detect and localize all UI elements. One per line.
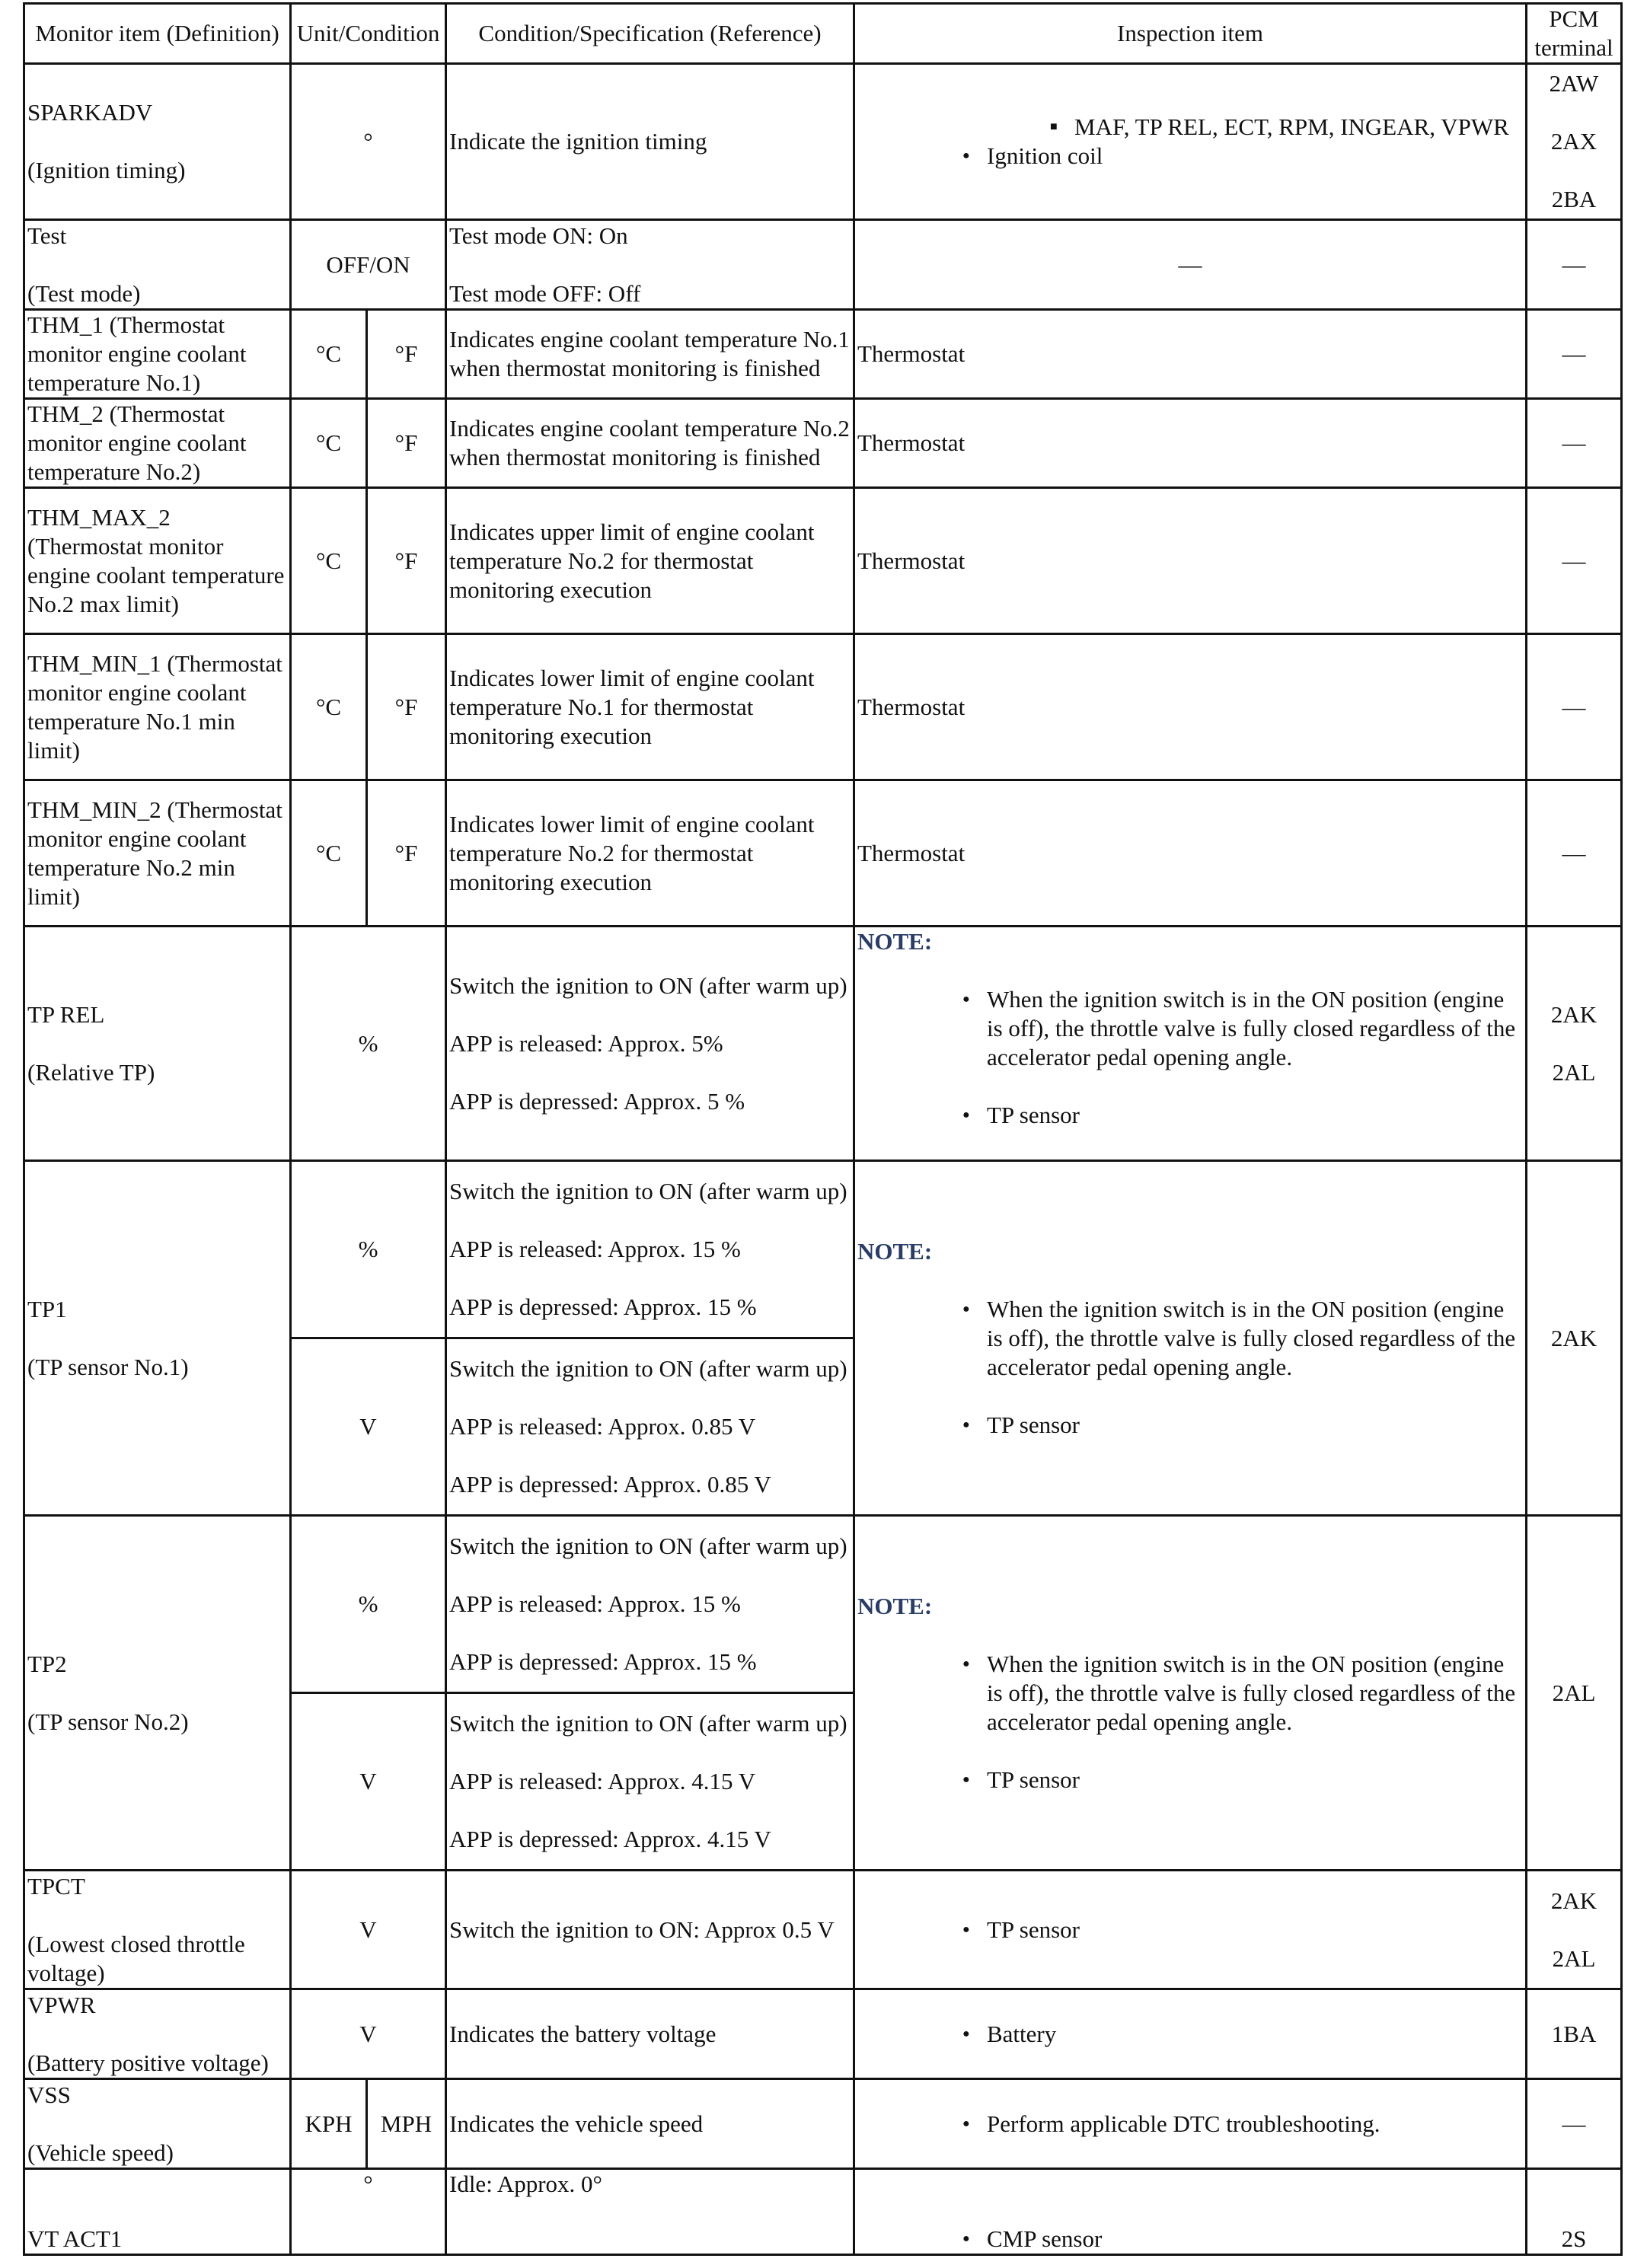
unit-f-cell: °F <box>367 488 446 634</box>
table-row <box>24 2169 1622 2255</box>
item-definition: (Test mode) <box>27 279 141 307</box>
inspection-cell <box>854 1516 1527 1871</box>
condition-cell <box>446 1161 854 1338</box>
condition-line: APP is depressed: Approx. 0.85 V <box>449 1471 771 1498</box>
pcm-terminal: 2AW <box>1549 70 1599 97</box>
pcm-cell <box>1527 927 1622 1161</box>
condition-cell: Idle: Approx. 0° <box>446 2169 854 2255</box>
condition-line: APP is released: Approx. 4.15 V <box>449 1768 756 1794</box>
condition-line: APP is released: Approx. 15 % <box>449 1590 741 1617</box>
pcm-cell: — <box>1527 310 1622 399</box>
inspection-cell <box>854 1161 1527 1516</box>
inspection-cell <box>854 927 1527 1161</box>
inspection-cell: Thermostat <box>854 488 1527 634</box>
header-row <box>24 4 1622 64</box>
unit-cell: V <box>291 1693 446 1871</box>
inspection-cell <box>854 2079 1527 2169</box>
inspection-cell: — <box>854 220 1527 310</box>
unit-cell: % <box>291 1516 446 1693</box>
condition-line: Switch the ignition to ON (after warm up) <box>449 971 847 999</box>
item-name: Test <box>27 222 67 249</box>
inspection-bullet: ● TP sensor <box>987 1916 1523 1944</box>
pcm-cell: — <box>1527 399 1622 488</box>
table-row <box>24 2079 1622 2169</box>
condition-cell: Indicates engine coolant temperature No.1 when thermostat monitoring is finished <box>446 310 854 399</box>
pcm-cell: 1BA <box>1527 1989 1622 2079</box>
unit-cell: OFF/ON <box>291 220 446 310</box>
unit-mph-cell: MPH <box>367 2079 446 2169</box>
item-definition: (Vehicle speed) <box>27 2139 174 2166</box>
inspection-bullet: ● Battery <box>987 2020 1523 2049</box>
monitor-item-cell: THM_MIN_2 (Thermostat monitor engine coolant temperature No.2 min limit) <box>24 780 291 927</box>
condition-cell <box>446 1516 854 1693</box>
unit-c-cell: °C <box>291 634 367 780</box>
pcm-cell: — <box>1527 780 1622 927</box>
pcm-terminal: 2BA <box>1551 186 1597 212</box>
condition-cell <box>446 927 854 1161</box>
pcm-cell: 2S <box>1527 2169 1622 2255</box>
inspection-cell: Thermostat <box>854 780 1527 927</box>
table-row <box>24 1161 1622 1338</box>
unit-c-cell: °C <box>291 780 367 927</box>
condition-cell <box>446 220 854 310</box>
monitor-item-cell <box>24 1871 291 1989</box>
unit-cell: V <box>291 1338 446 1516</box>
pcm-cell: 2AL <box>1527 1516 1622 1871</box>
unit-cell: % <box>291 1161 446 1338</box>
monitor-item-cell <box>24 2079 291 2169</box>
inspection-cell <box>854 1871 1527 1989</box>
condition-line: Test mode OFF: Off <box>449 279 641 307</box>
inspection-cell: Thermostat <box>854 399 1527 488</box>
inspection-bullet: ■ MAF, TP REL, ECT, RPM, INGEAR, VPWR <box>1074 113 1523 142</box>
monitor-item-cell <box>24 1161 291 1516</box>
monitor-item-cell <box>24 1516 291 1871</box>
pcm-terminal: 2AK <box>1550 1887 1597 1914</box>
condition-line: APP is released: Approx. 15 % <box>449 1236 741 1262</box>
condition-line: APP is released: Approx. 5% <box>449 1029 723 1057</box>
table-row <box>24 780 1622 927</box>
note-label: NOTE: <box>857 1237 933 1265</box>
pcm-cell: — <box>1527 220 1622 310</box>
inspection-table <box>23 2 1623 2256</box>
inspection-bullet: ● Ignition coil <box>987 142 1523 171</box>
note-bullet: ● When the ignition switch is in the ON position (engine is off), the throttle valve is fully closed regardless of the accelerator pedal opening angle. <box>987 1295 1523 1382</box>
pcm-terminal: 2AX <box>1550 128 1597 155</box>
condition-line: Switch the ignition to ON (after warm up) <box>449 1178 847 1204</box>
inspection-cell <box>854 2169 1527 2255</box>
item-definition: (Lowest closed throttle voltage) <box>27 1930 245 1986</box>
condition-line: Switch the ignition to ON (after warm up) <box>449 1355 847 1382</box>
inspection-cell: Thermostat <box>854 310 1527 399</box>
monitor-item-cell <box>24 220 291 310</box>
note-label: NOTE: <box>857 928 933 955</box>
header-condition: Condition/Specification (Reference) <box>446 4 854 64</box>
table-row <box>24 1516 1622 1693</box>
monitor-item-cell: THM_MIN_1 (Thermostat monitor engine coolant temperature No.1 min limit) <box>24 634 291 780</box>
table-row <box>24 64 1622 220</box>
condition-line: Switch the ignition to ON (after warm up) <box>449 1533 847 1559</box>
pcm-cell: — <box>1527 2079 1622 2169</box>
pcm-cell: 2AK <box>1527 1161 1622 1516</box>
table-row <box>24 634 1622 780</box>
header-monitor-item: Monitor item (Definition) <box>24 4 291 64</box>
inspection-cell <box>854 64 1527 220</box>
condition-line: APP is depressed: Approx. 15 % <box>449 1648 757 1675</box>
inspection-cell <box>854 1989 1527 2079</box>
monitor-item-cell: THM_MAX_2 (Thermostat monitor engine coolant temperature No.2 max limit) <box>24 488 291 634</box>
note-bullet: ● When the ignition switch is in the ON position (engine is off), the throttle valve is fully closed regardless of the accelerator pedal opening angle. <box>987 1650 1523 1737</box>
pcm-terminal: 2AL <box>1552 1058 1596 1086</box>
item-name: SPARKADV <box>27 99 153 126</box>
condition-cell <box>446 1693 854 1871</box>
condition-cell: Indicates the battery voltage <box>446 1989 854 2079</box>
item-name: VPWR <box>27 1991 96 2018</box>
table-row <box>24 927 1622 1161</box>
item-definition: (Ignition timing) <box>27 157 186 183</box>
condition-cell: Indicates lower limit of engine coolant temperature No.2 for thermostat monitoring execution <box>446 780 854 927</box>
unit-kph-cell: KPH <box>291 2079 367 2169</box>
table-row <box>24 488 1622 634</box>
unit-cell: % <box>291 927 446 1161</box>
condition-cell: Indicates the vehicle speed <box>446 2079 854 2169</box>
unit-f-cell: °F <box>367 399 446 488</box>
table-row <box>24 1989 1622 2079</box>
condition-cell: Indicates upper limit of engine coolant temperature No.2 for thermostat monitoring execution <box>446 488 854 634</box>
condition-cell: Indicates engine coolant temperature No.2 when thermostat monitoring is finished <box>446 399 854 488</box>
condition-cell <box>446 1338 854 1516</box>
pcm-cell: — <box>1527 488 1622 634</box>
item-definition: (TP sensor No.2) <box>27 1708 189 1735</box>
unit-c-cell: °C <box>291 310 367 399</box>
unit-f-cell: °F <box>367 780 446 927</box>
table-row <box>24 310 1622 399</box>
pcm-terminal: 2AL <box>1552 1944 1596 1972</box>
monitor-item-cell <box>24 1989 291 2079</box>
inspection-cell: Thermostat <box>854 634 1527 780</box>
item-name: TP1 <box>27 1295 67 1322</box>
unit-f-cell: °F <box>367 310 446 399</box>
item-name: TP2 <box>27 1650 67 1677</box>
monitor-item-cell: THM_2 (Thermostat monitor engine coolant temperature No.2) <box>24 399 291 488</box>
inspection-bullet: ● TP sensor <box>987 1101 1523 1130</box>
item-definition: (TP sensor No.1) <box>27 1353 189 1380</box>
condition-cell: Indicates lower limit of engine coolant temperature No.1 for thermostat monitoring execution <box>446 634 854 780</box>
pcm-cell <box>1527 1871 1622 1989</box>
inspection-bullet: ● Perform applicable DTC troubleshooting. <box>987 2110 1523 2139</box>
pcm-cell <box>1527 64 1622 220</box>
table-row <box>24 399 1622 488</box>
inspection-bullet: ● CMP sensor <box>987 2225 1523 2254</box>
inspection-bullet: ● TP sensor <box>987 1411 1523 1440</box>
note-bullet: ● When the ignition switch is in the ON position (engine is off), the throttle valve is fully closed regardless of the accelerator pedal opening angle. <box>987 985 1523 1072</box>
condition-line: APP is depressed: Approx. 4.15 V <box>449 1826 771 1852</box>
header-unit: Unit/Condition <box>291 4 446 64</box>
header-pcm: PCM terminal <box>1527 4 1622 64</box>
pcm-cell: — <box>1527 634 1622 780</box>
condition-line: APP is released: Approx. 0.85 V <box>449 1413 756 1440</box>
monitor-item-cell: VT ACT1 <box>24 2169 291 2255</box>
inspection-bullet: ● TP sensor <box>987 1766 1523 1794</box>
item-definition: (Battery positive voltage) <box>27 2049 269 2076</box>
condition-cell: Indicate the ignition timing <box>446 64 854 220</box>
table-row <box>24 220 1622 310</box>
unit-c-cell: °C <box>291 488 367 634</box>
item-name: TP REL <box>27 1000 105 1028</box>
condition-line: Test mode ON: On <box>449 222 628 249</box>
item-definition: (Relative TP) <box>27 1058 155 1086</box>
header-inspection: Inspection item <box>854 4 1527 64</box>
monitor-item-cell <box>24 927 291 1161</box>
unit-c-cell: °C <box>291 399 367 488</box>
unit-f-cell: °F <box>367 634 446 780</box>
condition-line: APP is depressed: Approx. 15 % <box>449 1293 757 1320</box>
note-label: NOTE: <box>857 1592 933 1619</box>
condition-cell: Switch the ignition to ON: Approx 0.5 V <box>446 1871 854 1989</box>
pcm-terminal: 2AK <box>1550 1000 1597 1028</box>
monitor-item-cell <box>24 64 291 220</box>
unit-cell: V <box>291 1871 446 1989</box>
item-name: VSS <box>27 2081 71 2108</box>
monitor-item-cell: THM_1 (Thermostat monitor engine coolant temperature No.1) <box>24 310 291 399</box>
unit-cell: ° <box>291 2169 446 2255</box>
table-row <box>24 1871 1622 1989</box>
condition-line: Switch the ignition to ON (after warm up) <box>449 1710 847 1737</box>
item-name: TPCT <box>27 1872 85 1900</box>
unit-cell: V <box>291 1989 446 2079</box>
unit-cell: ° <box>291 64 446 220</box>
condition-line: APP is depressed: Approx. 5 % <box>449 1087 745 1115</box>
